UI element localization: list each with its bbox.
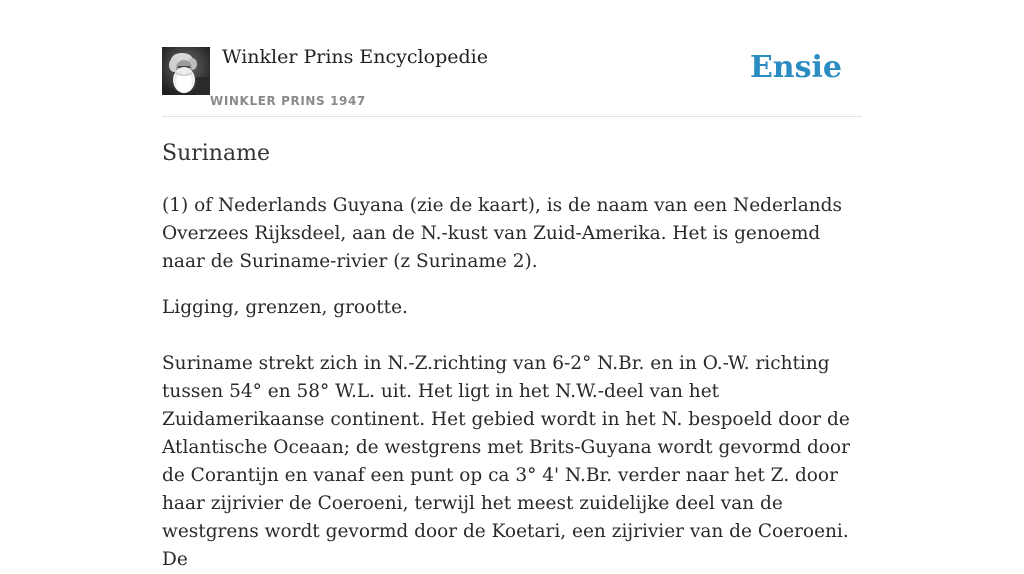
source-avatar[interactable] bbox=[162, 47, 210, 95]
source-title-link[interactable]: Winkler Prins Encyclopedie bbox=[222, 46, 488, 68]
article-paragraph-intro: (1) of Nederlands Guyana (zie de kaart), is de naam van een Nederlands Overzees Rijksdeel, aan de N.-kust van Zuid-Amerika. Het is genoemd naar de Suriname-rivier (z Suriname 2). bbox=[162, 195, 843, 272]
article-title: Suriname bbox=[162, 141, 270, 166]
article-section-heading: Ligging, grenzen, grootte. bbox=[162, 297, 408, 318]
bearded-man-portrait-icon bbox=[162, 47, 210, 95]
article-content bbox=[162, 138, 862, 574]
source-header bbox=[162, 40, 862, 117]
brand-logo-link[interactable]: Ensie bbox=[749, 50, 842, 85]
article-paragraph-location: Suriname strekt zich in N.-Z.richting van 6-2° N.Br. en in O.-W. richting tussen 54° en 58° W.L. uit. Het ligt in het N.W.-deel van het Zuidamerikaanse continent. Het gebied wordt in het N. bespoeld door de Atlantische Oceaan; de westgrens met Brits-Guyana wordt gevormd door de Corantijn en vanaf een punt op ca 3° 4' N.Br. verder naar het Z. door haar zijrivier de Coeroeni, terwijl het meest zuidelijke deel van de westgrens wordt gevormd door de Koetari, een zijrivier van de Coeroeni. De bbox=[162, 353, 850, 570]
source-subtitle: WINKLER PRINS 1947 bbox=[210, 94, 366, 108]
